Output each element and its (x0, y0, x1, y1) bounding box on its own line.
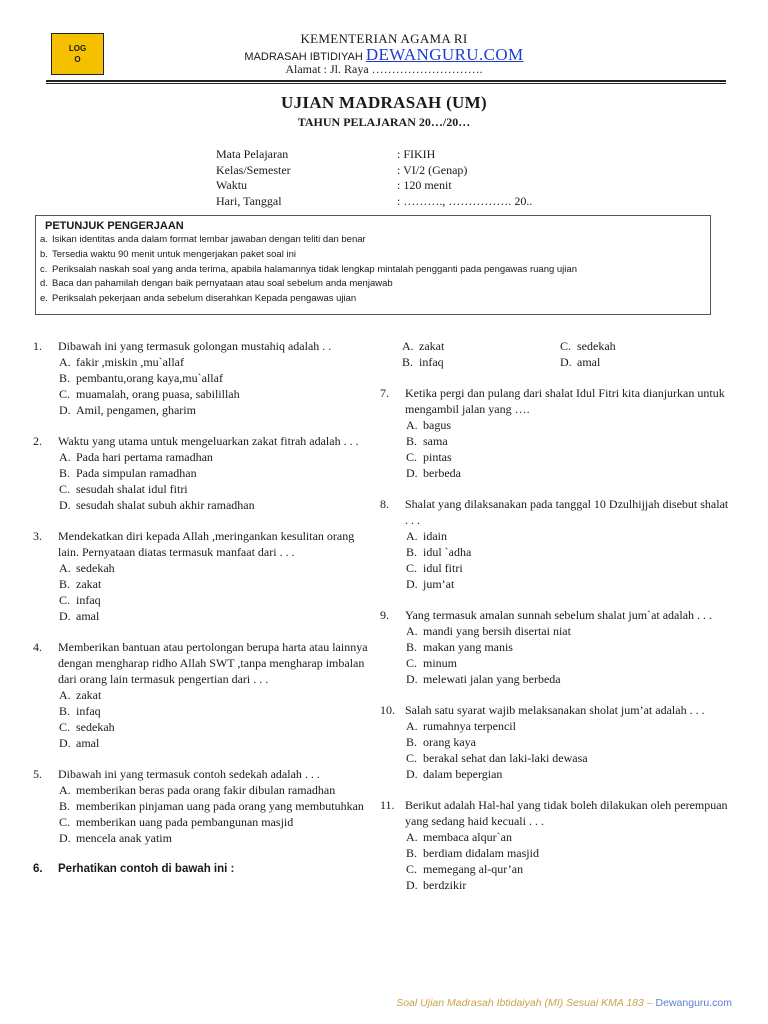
answer-option (59, 386, 368, 402)
option-letter: D. (406, 466, 418, 480)
answer-option (59, 592, 368, 608)
question-text: Salah satu syarat wajib melaksanakan sholat jum’at adalah . . . (405, 703, 705, 717)
instruction-letter: a. (40, 234, 48, 245)
answer-option (406, 465, 730, 481)
instruction-text: Periksalah naskah soal yang anda terima, apabila halamannya tidak lengkap mintalah pengganti pada pengawas ruang ujian (52, 263, 577, 275)
answer-option (59, 370, 368, 386)
instruction-item (40, 248, 710, 263)
question-number: 1. (33, 339, 42, 353)
instruction-item (40, 263, 710, 278)
question-stem (380, 607, 730, 623)
option-letter: A. (59, 688, 71, 702)
option-text: melewati jalan yang berbeda (423, 672, 561, 686)
instruction-letter: e. (40, 293, 48, 305)
question-number: 3. (33, 529, 42, 543)
question-text: Shalat yang dilaksanakan pada tanggal 10 Dzulhijjah disebut shalat . . . (405, 497, 729, 527)
option-letter: D. (406, 878, 418, 892)
option-text: zakat (76, 577, 102, 591)
answer-option (560, 354, 616, 370)
answer-option (406, 766, 730, 782)
answer-option (59, 798, 368, 814)
option-letter: B. (406, 846, 418, 860)
question-stem (33, 338, 368, 354)
question-6-options (380, 338, 730, 370)
exam-info-table (216, 147, 532, 209)
option-letter: D. (59, 498, 71, 512)
info-value: : VI/2 (Genap) (397, 162, 468, 177)
option-text: muamalah, orang puasa, sabilillah (76, 387, 240, 401)
option-letter: C. (560, 339, 572, 353)
option-column (560, 338, 616, 370)
option-text: sesudah shalat idul fitri (76, 482, 188, 496)
question-6-option-grid (402, 338, 730, 370)
option-text: memegang al-qur’an (423, 862, 524, 876)
question-number: 11. (380, 798, 395, 812)
question-number: 2. (33, 434, 42, 448)
info-label: Kelas/Semester (216, 162, 291, 177)
header-rule-thin (46, 83, 726, 84)
answer-option (59, 560, 368, 576)
option-column (402, 338, 560, 370)
school-address: Alamat : Jl. Raya ………………………. (285, 62, 483, 76)
option-letter: D. (59, 831, 71, 845)
answer-option (406, 718, 730, 734)
question (33, 338, 368, 418)
option-letter: C. (59, 387, 71, 401)
option-letter: C. (406, 656, 418, 670)
instructions-box (35, 215, 711, 315)
question (33, 433, 368, 513)
info-value: : FIKIH (397, 147, 436, 161)
answer-option (59, 814, 368, 830)
school-logo: LOG O (51, 33, 104, 75)
option-text: dalam bepergian (423, 767, 503, 781)
option-letter: B. (406, 545, 418, 559)
question-number: 5. (33, 767, 42, 781)
question-text: Waktu yang utama untuk mengeluarkan zakat fitrah adalah . . . (58, 434, 359, 448)
instruction-letter: c. (40, 263, 48, 275)
instruction-item (40, 233, 710, 248)
answer-option (406, 544, 730, 560)
option-text: berdiam didalam masjid (423, 846, 539, 860)
option-text: rumahnya terpencil (423, 719, 516, 733)
answer-option (406, 750, 730, 766)
answer-options (406, 829, 730, 893)
question (33, 639, 368, 751)
option-letter: A. (406, 529, 418, 543)
option-letter: A. (406, 624, 418, 638)
option-letter: B. (59, 371, 71, 385)
question-text: Ketika pergi dan pulang dari shalat Idul Fitri kita dianjurkan untuk mengambil jalan yang …. (405, 386, 725, 416)
option-letter: B. (59, 704, 71, 718)
option-text: orang kaya (423, 735, 476, 749)
option-text: fakir ,miskin ,mu`allaf (76, 355, 184, 369)
question-number: 9. (380, 608, 389, 622)
answer-option (59, 687, 368, 703)
instruction-letter: d. (40, 278, 48, 290)
option-text: Pada simpulan ramadhan (76, 466, 197, 480)
option-text: sedekah (76, 720, 115, 734)
question-number: 4. (33, 640, 42, 654)
option-letter: B. (402, 355, 414, 369)
option-text: bagus (423, 418, 451, 432)
school-site-link[interactable]: DEWANGURU.COM (365, 45, 524, 64)
answer-option (406, 528, 730, 544)
option-text: memberikan pinjaman uang pada orang yang membutuhkan (76, 799, 364, 813)
option-letter: A. (406, 418, 418, 432)
option-letter: B. (406, 434, 418, 448)
answer-options (406, 623, 730, 687)
question-text: Berikut adalah Hal-hal yang tidak boleh dilakukan oleh perempuan yang sedang haid kecuali . . . (405, 798, 728, 828)
option-letter: B. (59, 577, 71, 591)
answer-option (59, 608, 368, 624)
answer-option (406, 734, 730, 750)
answer-options (59, 560, 368, 624)
answer-option (406, 433, 730, 449)
question (380, 702, 730, 782)
option-letter: D. (59, 403, 71, 417)
answer-options (406, 718, 730, 782)
answer-option (59, 354, 368, 370)
instruction-letter: b. (40, 248, 48, 260)
option-letter: D. (406, 672, 418, 686)
option-letter: B. (406, 640, 418, 654)
option-letter: A. (59, 561, 71, 575)
option-text: infaq (419, 355, 444, 369)
question-text: Mendekatkan diri kepada Allah ,meringankan kesulitan orang lain. Pernyataan diatas termasuk manfaat dari . . . (58, 529, 355, 559)
option-text: membaca alqur`an (423, 830, 512, 844)
option-text: jum’at (423, 577, 455, 591)
answer-option (59, 449, 368, 465)
option-letter: C. (59, 593, 71, 607)
question-text: Yang termasuk amalan sunnah sebelum shalat jum`at adalah . . . (405, 608, 713, 622)
answer-option (59, 782, 368, 798)
option-text: Pada hari pertama ramadhan (76, 450, 213, 464)
answer-options (59, 449, 368, 513)
info-row (216, 163, 532, 179)
question (380, 797, 730, 893)
answer-option (59, 830, 368, 846)
option-text: memberikan beras pada orang fakir dibulan ramadhan (76, 783, 336, 797)
question-6 (33, 861, 368, 877)
option-text: mandi yang bersih disertai niat (423, 624, 571, 638)
instruction-text: Periksalah pekerjaan anda sebelum diserahkan Kepada pengawas ujian (52, 293, 357, 305)
answer-option (59, 735, 368, 751)
answer-option (402, 338, 560, 354)
question-stem (380, 385, 730, 417)
question-number: 10. (380, 703, 395, 717)
answer-option (406, 623, 730, 639)
question (33, 528, 368, 624)
option-letter: D. (406, 577, 418, 591)
page-footer (396, 997, 732, 1009)
question-stem (33, 433, 368, 449)
option-text: mencela anak yatim (76, 831, 172, 845)
option-letter: A. (406, 719, 418, 733)
question-text: Dibawah ini yang termasuk contoh sedekah adalah . . . (58, 767, 320, 781)
answer-options (406, 417, 730, 481)
option-text: infaq (76, 704, 101, 718)
option-text: idain (423, 529, 447, 543)
answer-option (406, 417, 730, 433)
answer-options (59, 782, 368, 846)
option-text: minum (423, 656, 458, 670)
option-text: zakat (419, 339, 445, 353)
option-text: amal (76, 609, 100, 623)
option-letter: C. (406, 450, 418, 464)
question-number: 7. (380, 386, 389, 400)
option-letter: B. (406, 735, 418, 749)
info-row (216, 194, 532, 210)
question-text: Dibawah ini yang termasuk golongan mustahiq adalah . . (58, 339, 332, 353)
option-text: sesudah shalat subuh akhir ramadhan (76, 498, 255, 512)
option-text: idul fitri (423, 561, 463, 575)
option-text: zakat (76, 688, 102, 702)
answer-option (59, 497, 368, 513)
option-letter: A. (59, 355, 71, 369)
question (380, 385, 730, 481)
option-letter: D. (560, 355, 572, 369)
footer-site-link[interactable]: Dewanguru.com (655, 997, 732, 1009)
answer-option (59, 481, 368, 497)
option-letter: A. (406, 830, 418, 844)
option-text: infaq (76, 593, 101, 607)
ministry-name: KEMENTERIAN AGAMA RI (300, 31, 468, 46)
answer-option (406, 576, 730, 592)
answer-option (406, 877, 730, 893)
question-stem (33, 766, 368, 782)
option-letter: C. (406, 862, 418, 876)
option-letter: A. (59, 450, 71, 464)
exam-year: TAHUN PELAJARAN 20…/20… (297, 115, 471, 129)
question (33, 766, 368, 846)
option-letter: C. (406, 561, 418, 575)
answer-option (59, 703, 368, 719)
info-label: Hari, Tanggal (216, 193, 282, 208)
option-text: pintas (423, 450, 452, 464)
option-text: sama (423, 434, 448, 448)
question-text: Memberikan bantuan atau pertolongan berupa harta atau lainnya dengan mengharap ridho Allah SWT ,tanpa mengharap imbalan dari orang lain termasuk pengertian dari . . . (58, 640, 368, 686)
option-text: idul `adha (423, 545, 472, 559)
question (380, 496, 730, 592)
answer-option (406, 449, 730, 465)
answer-option (406, 639, 730, 655)
answer-option (59, 719, 368, 735)
instructions-list (40, 233, 710, 307)
question-stem (33, 639, 368, 687)
instruction-text: Tersedia waktu 90 menit untuk mengerjakan paket soal ini (52, 248, 296, 260)
instruction-text: Baca dan pahamilah dengan baik pernyataan atau soal sebelum anda menjawab (52, 278, 393, 290)
instruction-text: Isikan identitas anda dalam format lembar jawaban dengan teliti dan benar (52, 234, 366, 245)
answer-options (59, 354, 368, 418)
info-value: : ………., ……………. 20.. (397, 193, 533, 208)
answer-option (406, 655, 730, 671)
info-label: Mata Pelajaran (216, 147, 289, 161)
instruction-item (40, 277, 710, 292)
answer-option (560, 338, 616, 354)
answer-options (59, 687, 368, 751)
option-text: berbeda (423, 466, 461, 480)
answer-option (406, 671, 730, 687)
instructions-title: PETUNJUK PENGERJAAN (45, 220, 184, 232)
option-text: memberikan uang pada pembangunan masjid (76, 815, 294, 829)
option-letter: D. (59, 609, 71, 623)
instruction-item (40, 292, 710, 307)
info-value: : 120 menit (397, 178, 452, 193)
answer-option (402, 354, 560, 370)
option-letter: C. (59, 720, 71, 734)
option-text: makan yang manis (423, 640, 513, 654)
answer-options (406, 528, 730, 592)
option-letter: A. (402, 339, 414, 353)
option-text: berakal sehat dan laki-laki dewasa (423, 751, 588, 765)
answer-option (406, 560, 730, 576)
questions-column-left (33, 338, 368, 877)
option-letter: C. (406, 751, 418, 765)
info-row (216, 147, 532, 163)
option-text: Amil, pengamen, gharim (76, 403, 196, 417)
option-letter: A. (59, 783, 71, 797)
answer-option (59, 576, 368, 592)
question-text: Perhatikan contoh di bawah ini : (58, 863, 235, 875)
question-number: 8. (380, 497, 389, 511)
option-letter: C. (59, 815, 71, 829)
option-text: sedekah (76, 561, 115, 575)
school-prefix: MADRASAH IBTIDIYAH (244, 51, 363, 63)
option-letter: B. (59, 799, 71, 813)
footer-text: Soal Ujian Madrasah Ibtidaiyah (MI) Sesuai KMA 183 – (396, 997, 656, 1009)
answer-option (406, 861, 730, 877)
info-label: Waktu (216, 178, 248, 193)
question-stem (33, 528, 368, 560)
question-stem (380, 496, 730, 528)
exam-title: UJIAN MADRASAH (UM) (281, 93, 487, 112)
answer-option (406, 829, 730, 845)
answer-option (406, 845, 730, 861)
info-row (216, 178, 532, 194)
option-letter: C. (59, 482, 71, 496)
option-letter: D. (406, 767, 418, 781)
question-stem (380, 702, 730, 718)
question-stem (380, 797, 730, 829)
question (380, 607, 730, 687)
option-text: amal (76, 736, 100, 750)
option-text: berdzikir (423, 878, 467, 892)
option-letter: B. (59, 466, 71, 480)
answer-option (59, 465, 368, 481)
questions-column-right (380, 338, 730, 908)
answer-option (59, 402, 368, 418)
header-rule-thick (46, 80, 726, 82)
option-text: amal (577, 355, 601, 369)
option-text: sedekah (577, 339, 616, 353)
option-text: pembantu,orang kaya,mu`allaf (76, 371, 223, 385)
question-number: 6. (33, 863, 43, 875)
option-letter: D. (59, 736, 71, 750)
